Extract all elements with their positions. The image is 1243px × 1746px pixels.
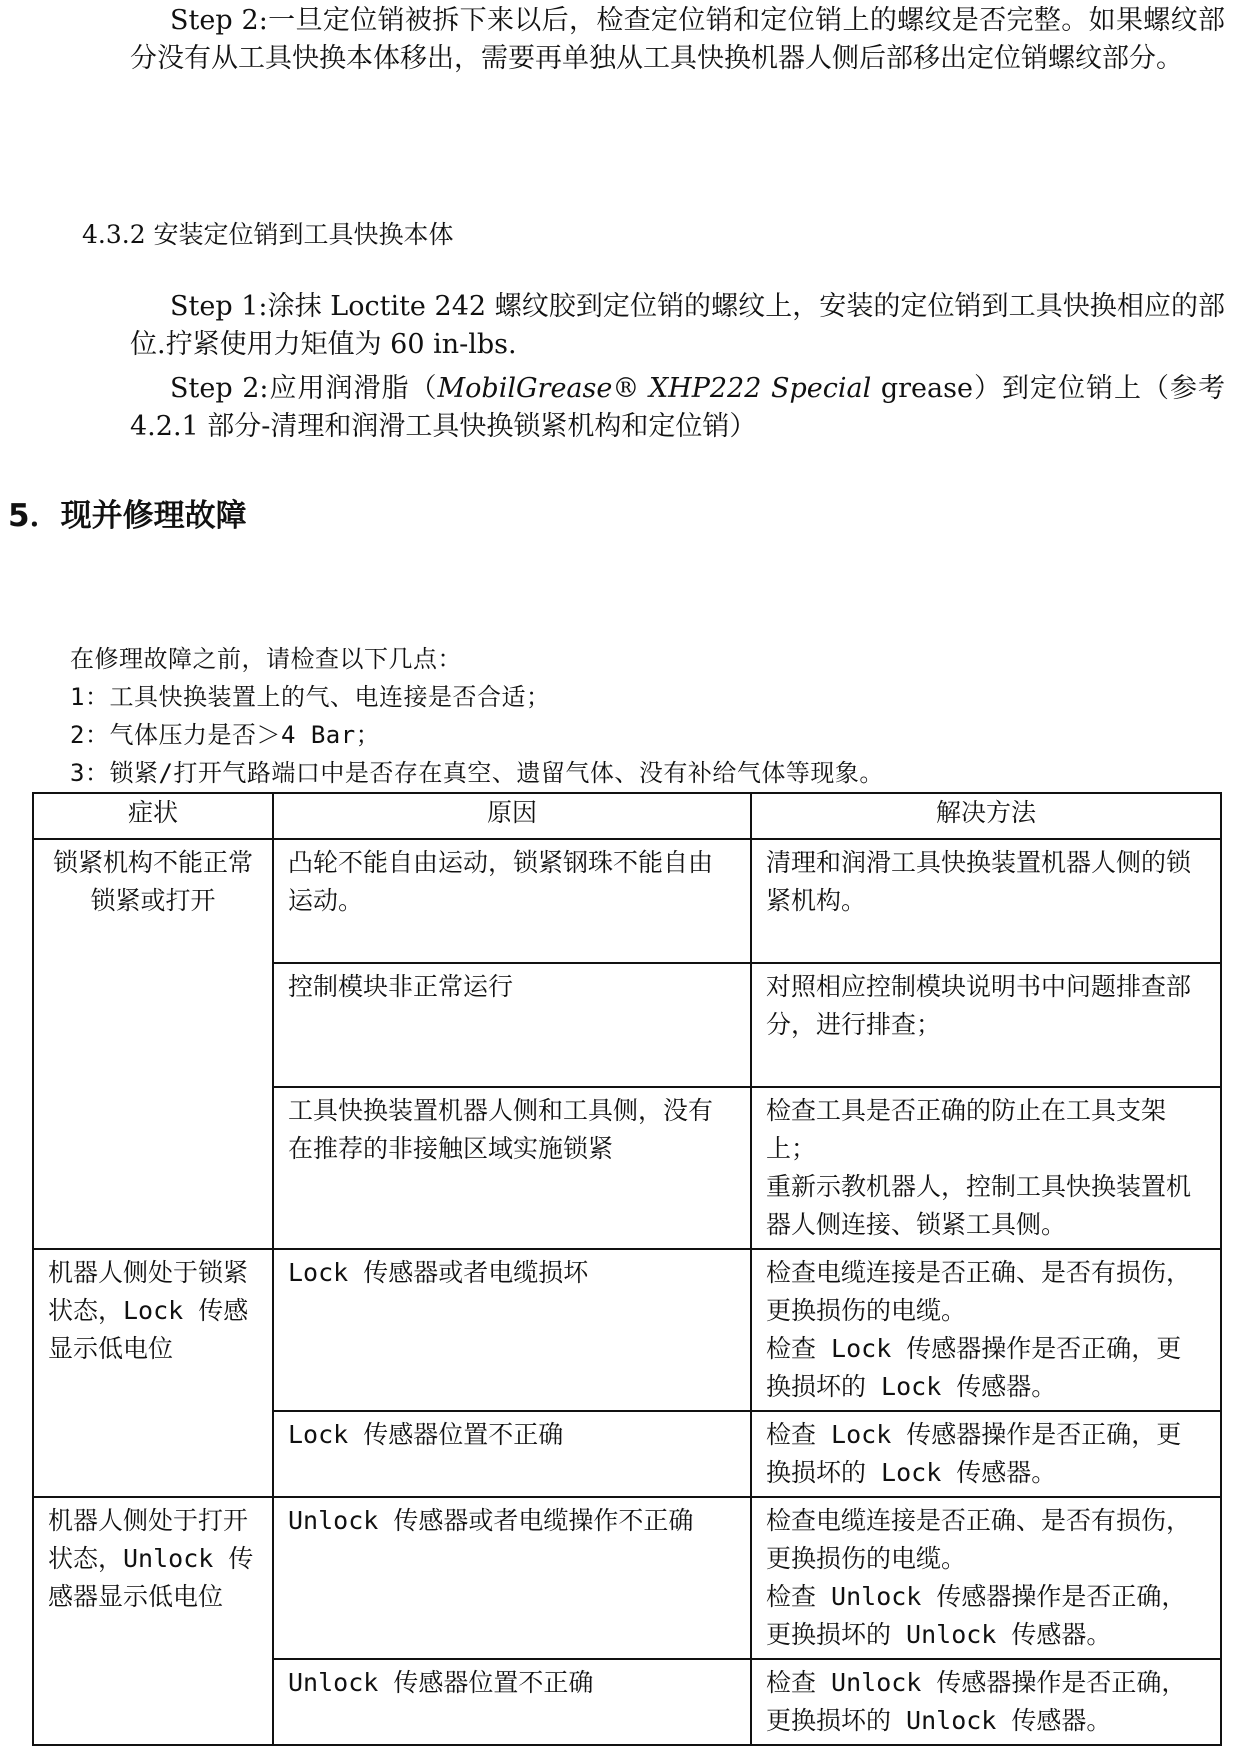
cause-cell: Unlock 传感器位置不正确 <box>273 1659 751 1745</box>
section-heading-4-3-2: 4.3.2 安装定位销到工具快换本体 <box>82 220 454 249</box>
precheck-item-1: 1：工具快换装置上的气、电连接是否合适； <box>70 683 551 711</box>
cause-cell: 控制模块非正常运行 <box>273 963 751 1087</box>
install-step2-text-b: grease）到定位销上（参考 4.2.1 部分-清理和润滑工具快换锁紧机构和定位销） <box>130 373 1225 442</box>
solution-line: 检查 Lock 传感器操作是否正确，更换损坏的 Lock 传感器。 <box>766 1334 1182 1401</box>
cause-cell: Unlock 传感器或者电缆操作不正确 <box>273 1497 751 1659</box>
table-row <box>33 1249 1221 1411</box>
install-step2-text-a: Step 2:应用润滑脂（ <box>170 373 438 404</box>
solution-cell <box>751 1659 1221 1745</box>
solution-cell <box>751 1497 1221 1659</box>
cause-cell: 凸轮不能自由运动，锁紧钢珠不能自由运动。 <box>273 839 751 963</box>
solution-line: 检查 Lock 传感器操作是否正确，更换损坏的 Lock 传感器。 <box>766 1420 1182 1487</box>
solution-line: 检查电缆连接是否正确、是否有损伤，更换损伤的电缆。 <box>766 1258 1192 1325</box>
solution-line: 检查电缆连接是否正确、是否有损伤，更换损伤的电缆。 <box>766 1506 1192 1573</box>
install-step2-grease-name: MobilGrease® XHP222 Special <box>437 373 872 404</box>
header-cause: 原因 <box>273 793 751 839</box>
header-symptom: 症状 <box>33 793 273 839</box>
solution-line: 对照相应控制模块说明书中问题排查部分，进行排查； <box>766 972 1192 1039</box>
solution-cell <box>751 839 1221 963</box>
symptom-cell: 锁紧机构不能正常锁紧或打开 <box>33 839 273 1249</box>
table-header-row <box>33 793 1221 839</box>
solution-line: 检查 Unlock 传感器操作是否正确，更换损坏的 Unlock 传感器。 <box>766 1582 1187 1649</box>
header-solution: 解决方法 <box>751 793 1221 839</box>
install-step1-paragraph: Step 1:涂抹 Loctite 242 螺纹胶到定位销的螺纹上，安装的定位销到工具快换相应的部位.拧紧使用力矩值为 60 in-lbs. <box>130 291 1225 360</box>
precheck-item-2: 2：气体压力是否＞4 Bar； <box>70 721 381 749</box>
symptom-cell: 机器人侧处于打开状态，Unlock 传感器显示低电位 <box>33 1497 273 1745</box>
cause-cell: 工具快换装置机器人侧和工具侧，没有在推荐的非接触区域实施锁紧 <box>273 1087 751 1249</box>
solution-line: 清理和润滑工具快换装置机器人侧的锁紧机构。 <box>766 848 1192 915</box>
precheck-intro: 在修理故障之前，请检查以下几点： <box>70 645 462 673</box>
step2-remove-paragraph: Step 2:一旦定位销被拆下来以后，检查定位销和定位销上的螺纹是否完整。如果螺纹部分没有从工具快换本体移出，需要再单独从工具快换机器人侧后部移出定位销螺纹部分。 <box>130 5 1225 74</box>
table-row <box>33 839 1221 963</box>
cause-cell: Lock 传感器位置不正确 <box>273 1411 751 1497</box>
solution-cell <box>751 963 1221 1087</box>
precheck-item-3: 3：锁紧/打开气路端口中是否存在真空、遗留气体、没有补给气体等现象。 <box>70 759 884 787</box>
symptom-cell: 机器人侧处于锁紧状态，Lock 传感显示低电位 <box>33 1249 273 1497</box>
solution-cell <box>751 1411 1221 1497</box>
cause-cell: Lock 传感器或者电缆损坏 <box>273 1249 751 1411</box>
solution-cell <box>751 1087 1221 1249</box>
table-row <box>33 1497 1221 1659</box>
solution-cell <box>751 1249 1221 1411</box>
solution-line: 重新示教机器人，控制工具快换装置机器人侧连接、锁紧工具侧。 <box>766 1172 1192 1239</box>
solution-line: 检查工具是否正确的防止在工具支架上； <box>766 1096 1167 1163</box>
install-step2-paragraph <box>130 370 1225 446</box>
solution-line: 检查 Unlock 传感器操作是否正确，更换损坏的 Unlock 传感器。 <box>766 1668 1187 1735</box>
chapter-title: 5．现并修理故障 <box>8 498 247 534</box>
troubleshooting-table <box>32 792 1222 1746</box>
